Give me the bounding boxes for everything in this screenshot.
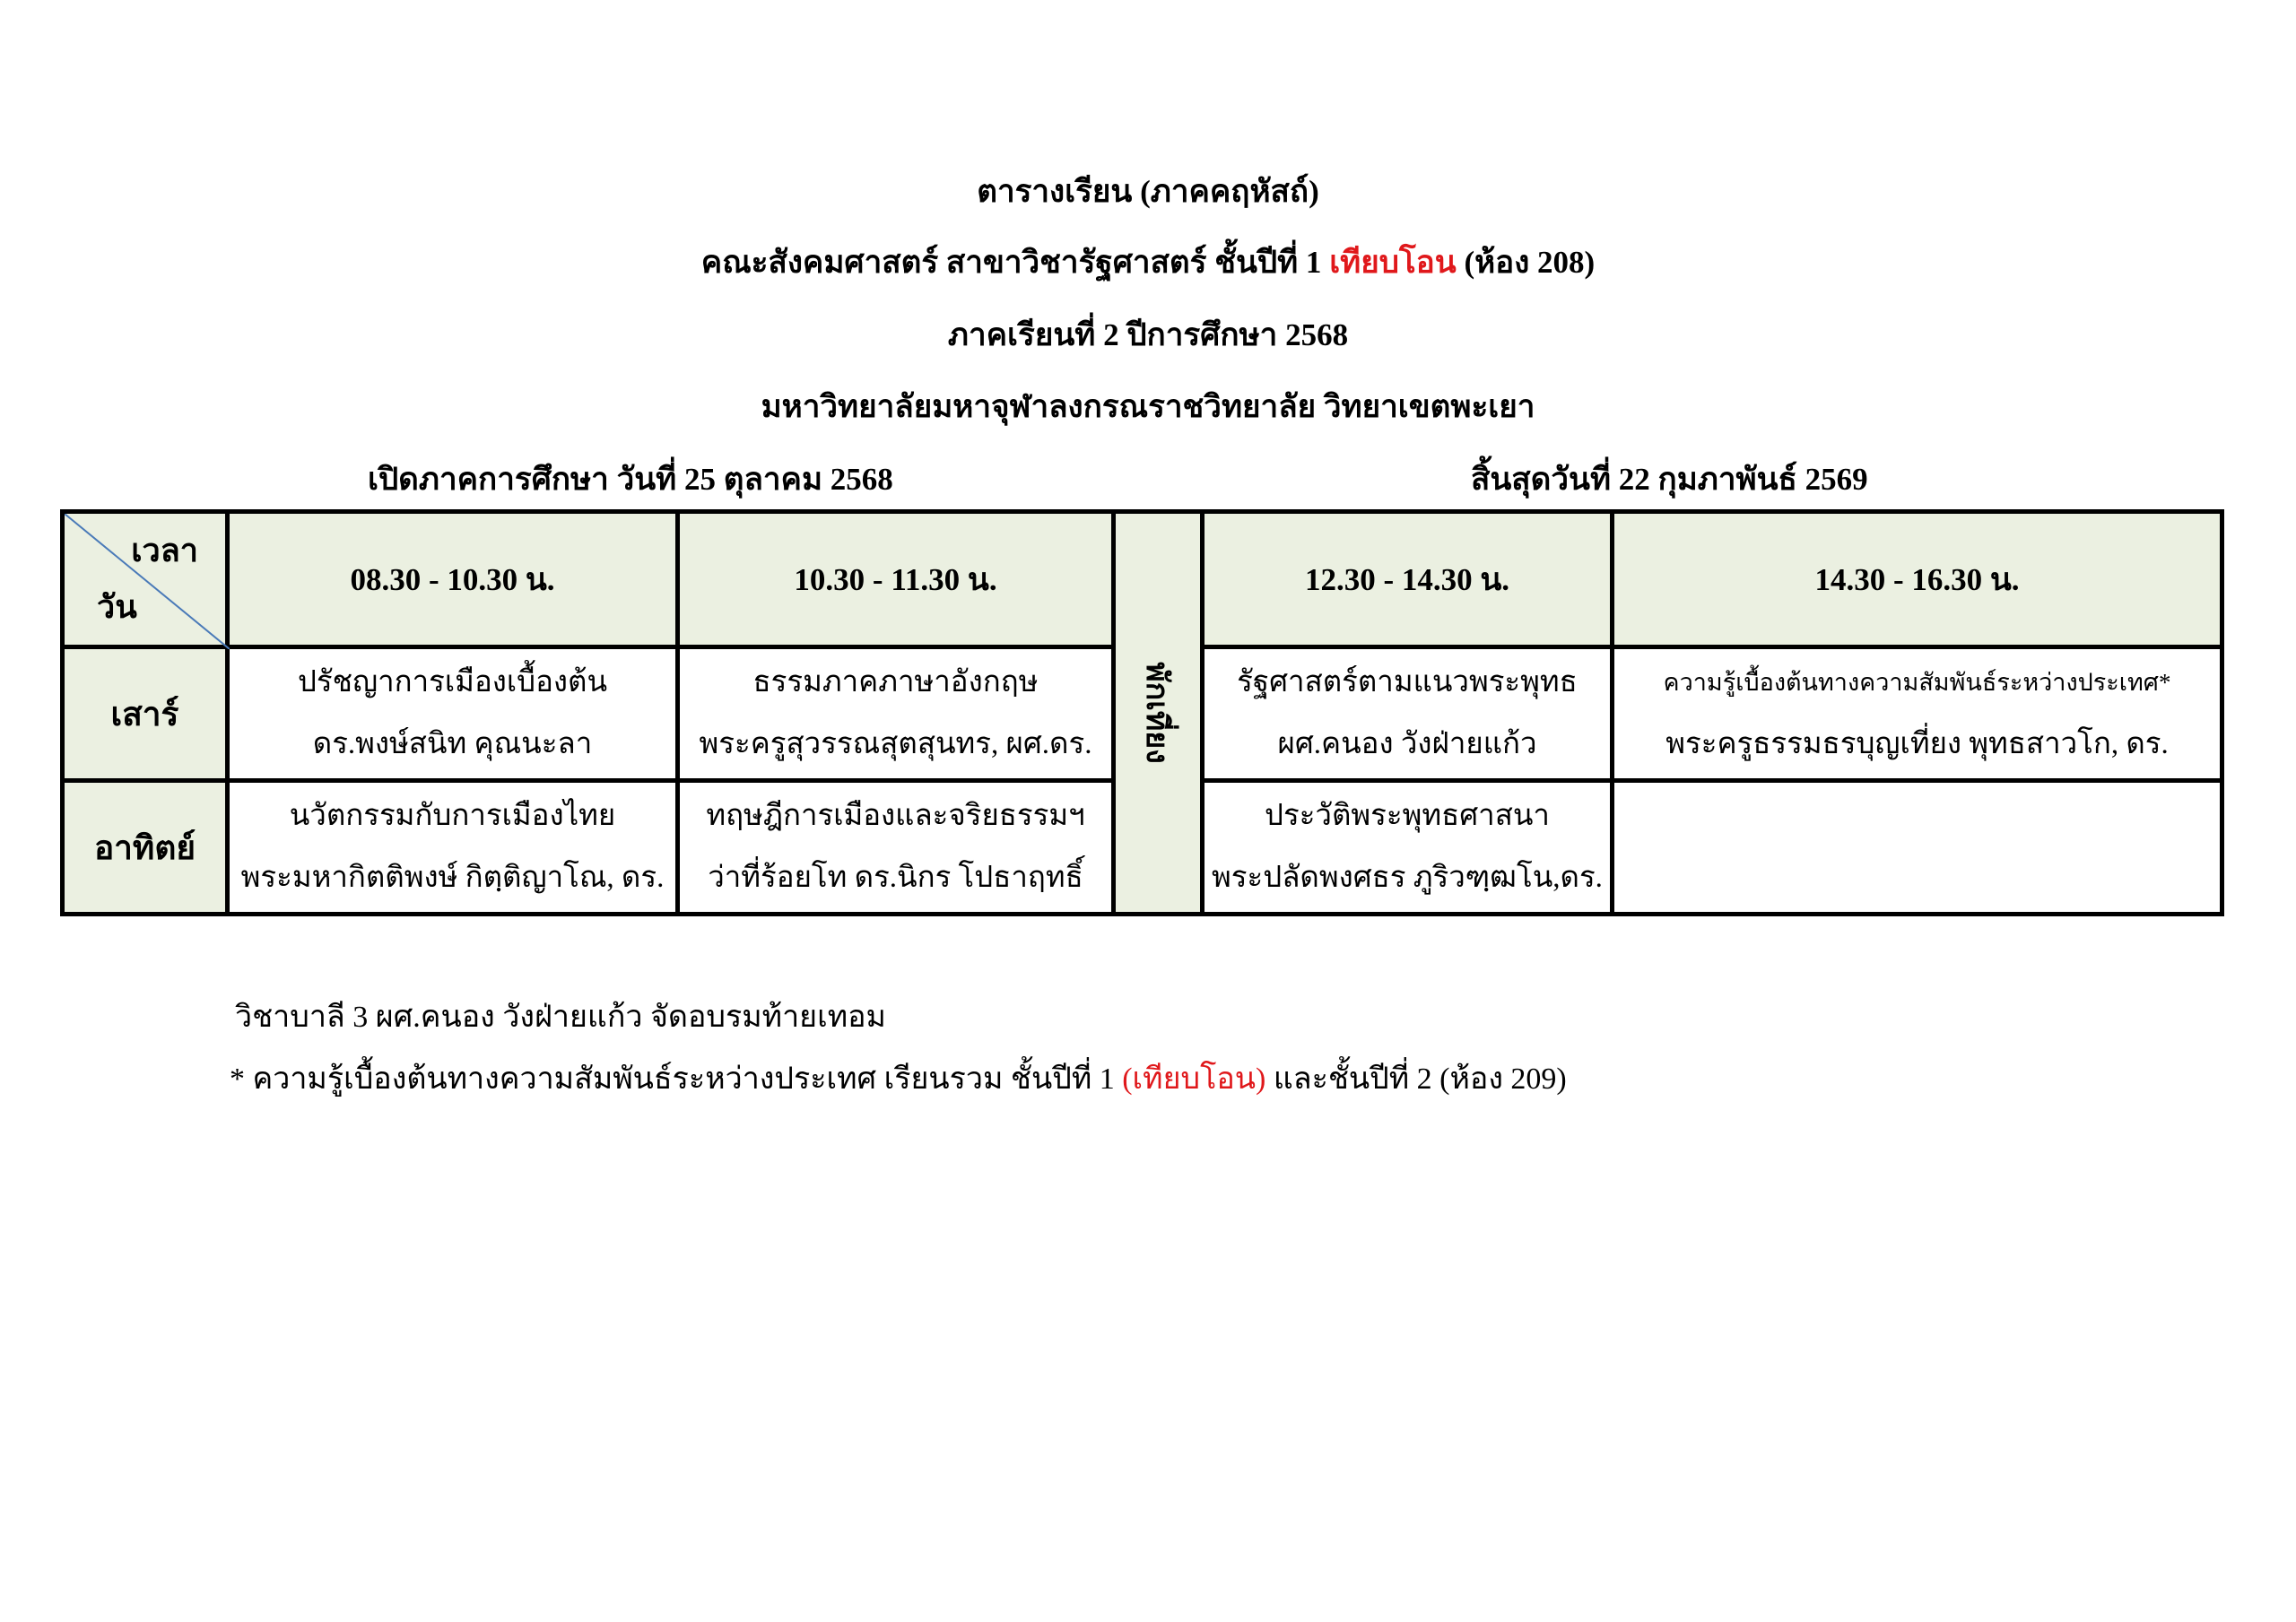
course-cell [678, 647, 1114, 781]
pali-course-note: วิชาบาลี 3 ผศ.คนอง วังฝ่ายแก้ว จัดอบรมท้ายเทอม [235, 1001, 886, 1034]
course-name: รัฐศาสตร์ตามแนวพระพุทธ [1237, 666, 1578, 698]
course-cell [1203, 781, 1613, 915]
combined-class-text: * ความรู้เบื้องต้นทางความสัมพันธ์ระหว่างประเทศ เรียนรวม ชั้นปีที่ 1 [230, 1063, 1123, 1096]
room-label: (ห้อง 208) [1456, 245, 1596, 280]
course-cell [1203, 647, 1613, 781]
table-header-row [63, 512, 2222, 647]
transfer-note-label: (เทียบโอน) [1122, 1063, 1266, 1096]
faculty-line [0, 238, 2296, 287]
course-cell [1613, 647, 2222, 781]
day-label: เสาร์ [63, 647, 228, 781]
lunch-break-label: พักเที่ยง [1140, 662, 1173, 764]
semester-close-date: สิ้นสุดวันที่ 22 กุมภาพันธ์ 2569 [1471, 462, 1868, 497]
corner-time-label: เวลา [131, 533, 198, 568]
time-slot-header: 08.30 - 10.30 น. [228, 512, 678, 647]
course-name: ความรู้เบื้องต้นทางความสัมพันธ์ระหว่างประเทศ* [1663, 669, 2171, 696]
course-name: ปรัชญาการเมืองเบื้องต้น [297, 666, 608, 698]
university-line: มหาวิทยาลัยมหาจุฬาลงกรณราชวิทยาลัย วิทยาเขตพะเยา [761, 389, 1535, 424]
instructor-name: พระมหากิตติพงษ์ กิตฺติญาโณ, ดร. [240, 862, 665, 894]
semester-open-date: เปิดภาคการศึกษา วันที่ 25 ตุลาคม 2568 [368, 462, 893, 497]
transfer-label: เทียบโอน [1329, 245, 1457, 280]
instructor-name: ผศ.คนอง วังฝ่ายแก้ว [1277, 728, 1537, 760]
course-cell [678, 781, 1114, 915]
lunch-break-cell [1114, 512, 1203, 915]
course-name: นวัตกรรมกับการเมืองไทย [289, 800, 616, 832]
time-slot-header: 12.30 - 14.30 น. [1203, 512, 1613, 647]
corner-cell [63, 512, 228, 647]
instructor-name [1614, 847, 2220, 909]
course-name: ประวัติพระพุทธศาสนา [1265, 800, 1550, 832]
schedule-title: ตารางเรียน (ภาคคฤหัสถ์) [977, 174, 1319, 209]
day-label: อาทิตย์ [63, 781, 228, 915]
semester-line: ภาคเรียนที่ 2 ปีการศึกษา 2568 [947, 317, 1349, 352]
course-name [1614, 785, 2220, 847]
combined-class-note [230, 1054, 1567, 1102]
course-cell [228, 781, 678, 915]
time-slot-header: 14.30 - 16.30 น. [1613, 512, 2222, 647]
course-name: ธรรมภาคภาษาอังกฤษ [752, 666, 1039, 698]
instructor-name: ว่าที่ร้อยโท ดร.นิกร โปธาฤทธิ์ [708, 862, 1083, 894]
empty-course-cell [1613, 781, 2222, 915]
corner-day-label: วัน [97, 589, 137, 625]
instructor-name: ดร.พงษ์สนิท คุณนะลา [312, 728, 593, 760]
instructor-name: พระครูสุวรรณสุตสุนทร, ผศ.ดร. [699, 728, 1092, 760]
time-slot-header: 10.30 - 11.30 น. [678, 512, 1114, 647]
combined-class-room: และชั้นปีที่ 2 (ห้อง 209) [1265, 1063, 1567, 1096]
instructor-name: พระครูธรรมธรบุญเที่ยง พุทธสาวโก, ดร. [1665, 728, 2169, 760]
class-schedule-table [60, 509, 2224, 916]
instructor-name: พระปลัดพงศธร ภูริวฑฺฒโน,ดร. [1212, 862, 1603, 894]
course-name: ทฤษฎีการเมืองและจริยธรรมฯ [706, 800, 1085, 832]
course-cell [228, 647, 678, 781]
faculty-text: คณะสังคมศาสตร์ สาขาวิชารัฐศาสตร์ ชั้นปีที่ 1 [700, 245, 1330, 280]
